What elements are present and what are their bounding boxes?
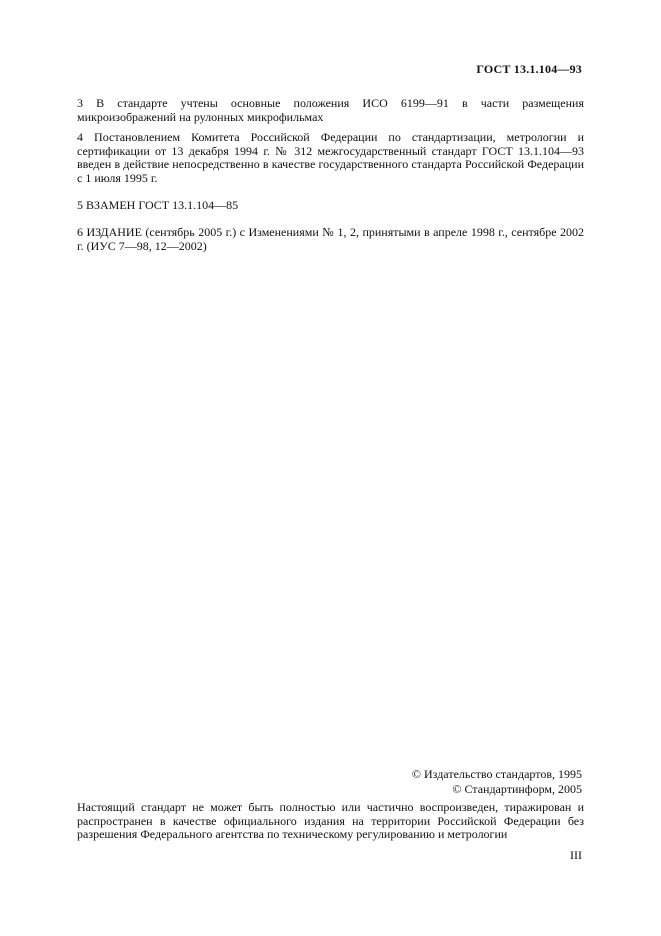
- document-code-header: ГОСТ 13.1.104—93: [476, 62, 582, 76]
- item-6-text: 6 ИЗДАНИЕ (сентябрь 2005 г.) с Изменениями № 1, 2, принятыми в апреле 1998 г., сентябре 2002 г. (ИУС 7—98, 12—2002): [77, 225, 584, 253]
- item-3-text: 3 В стандарте учтены основные положения ИСО 6199—91 в части размещения микроизображений на рулонных микрофильмах: [77, 96, 584, 124]
- item-4-text: 4 Постановлением Комитета Российской Федерации по стандартизации, метрологии и сертификации от 13 декабря 1994 г. № 312 межгосударственный стандарт ГОСТ 13.1.104—93 введен в действие непосредственно в качестве государственного стандарта Российской Федерации с 1 июля 1995 г.: [77, 130, 584, 185]
- page-number: III: [570, 848, 582, 862]
- item-3-paragraph: [77, 97, 584, 124]
- item-5-paragraph: [77, 199, 584, 213]
- copyright-line-publisher: © Издательство стандартов, 1995: [411, 767, 582, 781]
- item-4-paragraph: [77, 131, 584, 185]
- copyright-line-standartinform: © Стандартинформ, 2005: [452, 781, 582, 796]
- reproduction-notice: Настоящий стандарт не может быть полностью или частично воспроизведен, тиражирован и распространен в качестве официального издания на территории Российской Федерации без разрешения Федерального агентства по техническому регулированию и метрологии: [77, 800, 584, 841]
- item-6-paragraph: [77, 226, 584, 253]
- item-5-text: 5 ВЗАМЕН ГОСТ 13.1.104—85: [77, 198, 239, 212]
- copyright-block: [412, 767, 582, 796]
